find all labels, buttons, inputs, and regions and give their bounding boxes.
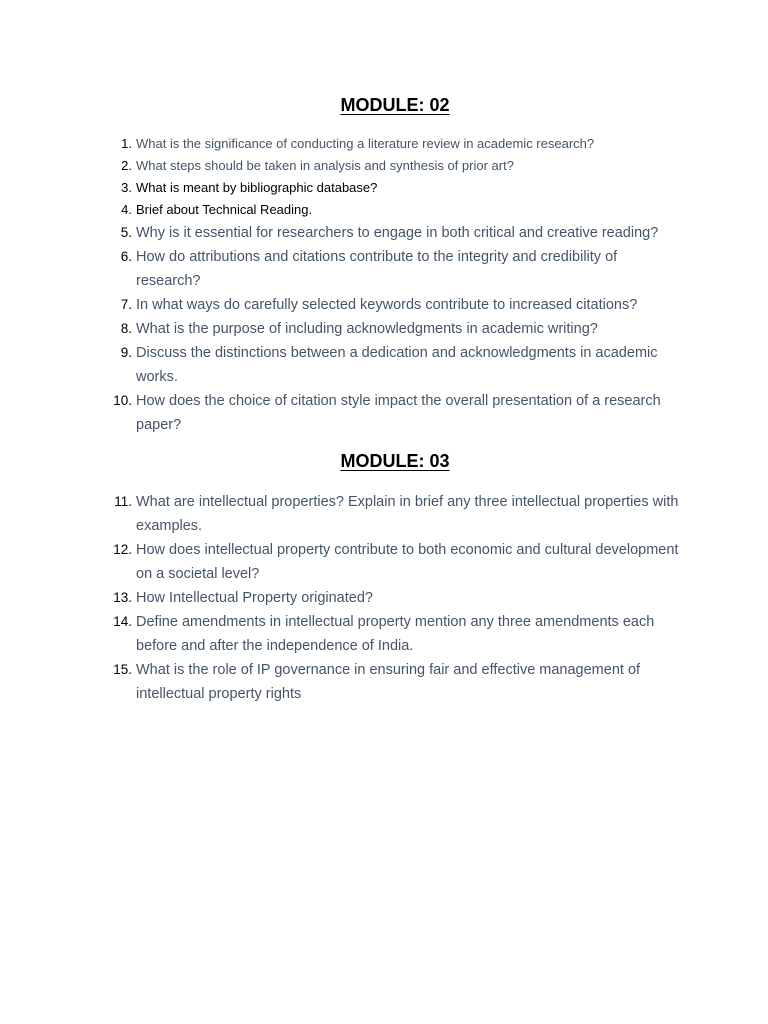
- question-item: [0, 199, 681, 221]
- question-number: 12.: [113, 542, 132, 557]
- question-item: [0, 293, 681, 317]
- question-text: How Intellectual Property originated?: [136, 590, 373, 606]
- question-item: [0, 341, 681, 389]
- question-number: 5.: [120, 225, 132, 240]
- question-item: [0, 610, 681, 658]
- question-text: How do attributions and citations contribute to the integrity and credibility of research?: [136, 249, 618, 289]
- question-text: What is the significance of conducting a literature review in academic research?: [136, 136, 595, 151]
- question-number: 14.: [113, 614, 132, 629]
- question-item: [0, 586, 681, 610]
- question-number: 2.: [121, 158, 132, 173]
- question-item: [0, 133, 681, 155]
- question-text: What is the role of IP governance in ensuring fair and effective management of intellectual property rights: [136, 662, 641, 702]
- question-text: In what ways do carefully selected keywords contribute to increased citations?: [136, 297, 638, 313]
- module-03-question-list: [0, 490, 768, 706]
- question-text: Brief about Technical Reading.: [136, 202, 313, 217]
- question-number: 4.: [121, 202, 132, 217]
- question-text: Define amendments in intellectual property mention any three amendments each before and after the independence of India.: [136, 614, 655, 654]
- question-item: [0, 389, 681, 437]
- question-item: [0, 177, 681, 199]
- module-03-heading: MODULE: 03: [340, 451, 450, 471]
- question-number: 9.: [120, 345, 132, 360]
- question-item: [0, 490, 681, 538]
- question-item: [0, 317, 681, 341]
- question-text: What is the purpose of including acknowledgments in academic writing?: [136, 321, 598, 337]
- question-text: How does intellectual property contribute to both economic and cultural development on a societal level?: [136, 542, 679, 582]
- question-text: What is meant by bibliographic database?: [136, 180, 378, 195]
- question-item: [0, 221, 681, 245]
- question-number: 1.: [121, 136, 132, 151]
- question-number: 6.: [120, 249, 132, 264]
- module-02-heading: MODULE: 02: [340, 95, 450, 115]
- module-02-question-list: [0, 133, 768, 437]
- question-number: 11.: [114, 494, 132, 509]
- question-number: 8.: [120, 321, 132, 336]
- question-text: Why is it essential for researchers to engage in both critical and creative reading?: [136, 225, 659, 241]
- question-item: [0, 245, 681, 293]
- question-text: How does the choice of citation style impact the overall presentation of a research paper?: [136, 393, 661, 433]
- question-number: 7.: [120, 297, 132, 312]
- question-item: [0, 658, 681, 706]
- question-number: 10.: [113, 393, 132, 408]
- question-text: Discuss the distinctions between a dedication and acknowledgments in academic works.: [136, 345, 658, 385]
- question-number: 15.: [113, 662, 132, 677]
- question-number: 3.: [121, 180, 132, 195]
- question-number: 13.: [113, 590, 132, 605]
- question-item: [0, 155, 681, 177]
- question-item: [0, 538, 681, 586]
- question-text: What steps should be taken in analysis and synthesis of prior art?: [136, 158, 514, 173]
- question-text: What are intellectual properties? Explain in brief any three intellectual properties with examples.: [136, 494, 679, 534]
